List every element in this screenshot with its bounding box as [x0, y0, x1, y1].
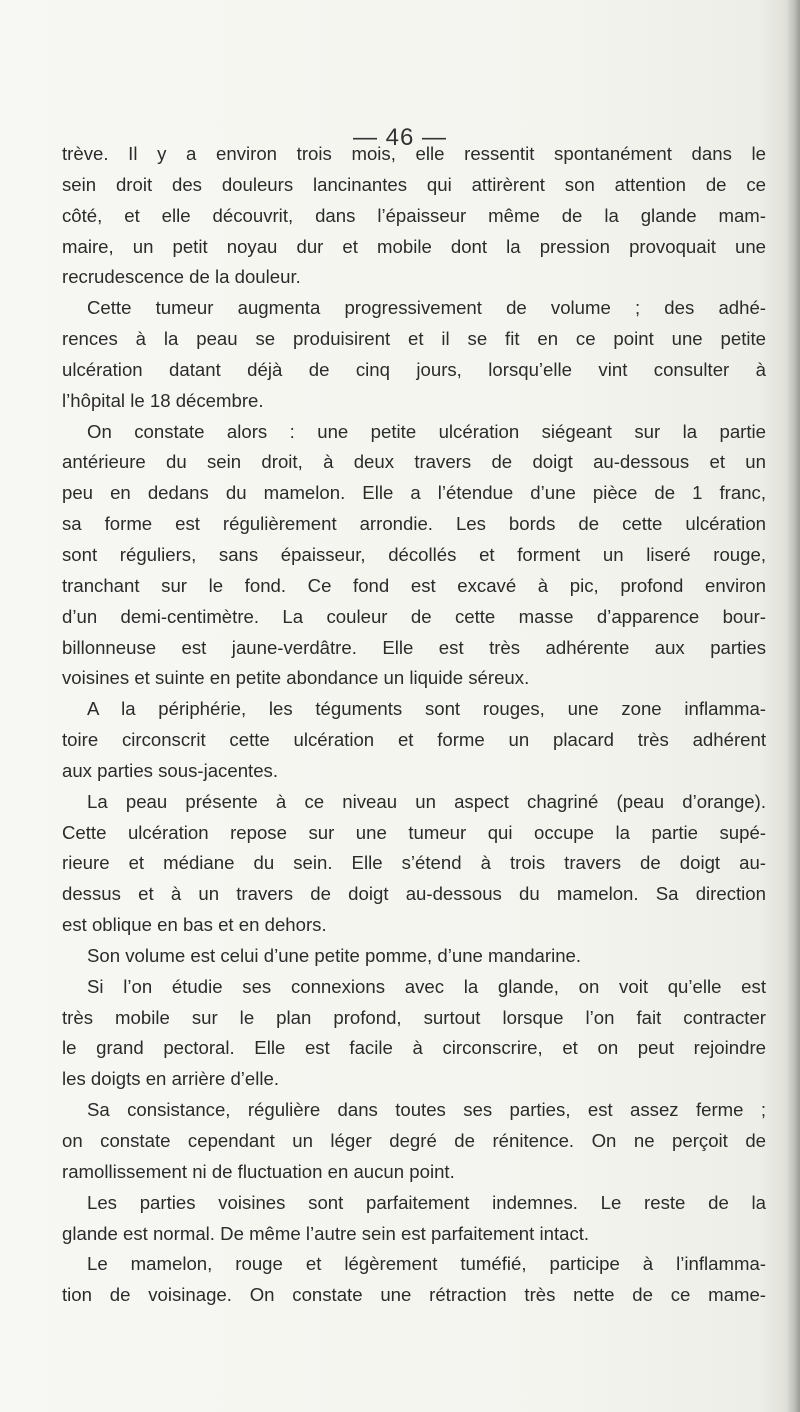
text-line: Cette tumeur augmenta progressivement de volume ; des adhé- — [87, 297, 766, 319]
text-line: Son volume est celui d’une petite pomme, d’une mandarine. — [87, 944, 582, 966]
text-line: Sa consistance, régulière dans toutes ses parties, est assez ferme ; — [87, 1099, 766, 1121]
text-line: toire circonscrit cette ulcération et forme un placard très adhérent — [62, 729, 766, 751]
text-line: ulcération datant déjà de cinq jours, lorsqu’elle vint consulter à — [62, 358, 766, 380]
text-line: tranchant sur le fond. Ce fond est excavé à pic, profond environ — [62, 574, 766, 596]
text-line: le grand pectoral. Elle est facile à circonscrire, et on peut rejoindre — [62, 1037, 766, 1059]
text-line: A la périphérie, les téguments sont rouges, une zone inflamma- — [87, 698, 766, 720]
text-line: Les parties voisines sont parfaitement indemnes. Le reste de la — [87, 1191, 766, 1213]
text-line: ramollissement ni de fluctuation en aucun point. — [62, 1160, 455, 1182]
text-line: Le mamelon, rouge et légèrement tuméfié, participe à l’inflamma- — [87, 1253, 766, 1275]
text-line: tion de voisinage. On constate une rétraction très nette de ce mame- — [62, 1284, 766, 1306]
body-text — [62, 139, 766, 1311]
text-line: maire, un petit noyau dur et mobile dont la pression provoquait une — [62, 235, 766, 257]
text-line: très mobile sur le plan profond, surtout lorsque l’on fait contracter — [62, 1006, 766, 1028]
text-line: rences à la peau se produisirent et il se fit en ce point une petite — [62, 328, 766, 350]
text-line: trève. Il y a environ trois mois, elle ressentit spontanément dans le — [62, 143, 766, 164]
text-line: peu en dedans du mamelon. Elle a l’étendue d’une pièce de 1 franc, — [62, 482, 766, 504]
text-line: côté, et elle découvrit, dans l’épaisseur même de la glande mam- — [62, 204, 766, 226]
text-line: d’un demi-centimètre. La couleur de cette masse d’apparence bour- — [62, 605, 766, 627]
text-line: sa forme est régulièrement arrondie. Les bords de cette ulcération — [62, 513, 766, 535]
text-line: La peau présente à ce niveau un aspect chagriné (peau d’orange). — [87, 790, 766, 812]
text-line: l’hôpital le 18 décembre. — [62, 389, 264, 411]
text-line: sont réguliers, sans épaisseur, décollés et forment un liseré rouge, — [62, 543, 766, 565]
text-line: On constate alors : une petite ulcération siégeant sur la partie — [87, 420, 766, 442]
text-line: antérieure du sein droit, à deux travers de doigt au-dessous et un — [62, 451, 766, 473]
text-line: voisines et suinte en petite abondance un liquide séreux. — [62, 667, 530, 689]
page-edge-shadow — [786, 0, 800, 1412]
text-line: billonneuse est jaune-verdâtre. Elle est très adhérente aux parties — [62, 636, 766, 658]
text-line: les doigts en arrière d’elle. — [62, 1068, 280, 1090]
text-line: Si l’on étudie ses connexions avec la glande, on voit qu’elle est — [87, 975, 766, 997]
text-line: on constate cependant un léger degré de rénitence. On ne perçoit de — [62, 1130, 766, 1151]
text-line: glande est normal. De même l’autre sein est parfaitement intact. — [62, 1222, 590, 1244]
text-line: est oblique en bas et en dehors. — [62, 914, 327, 936]
text-line: sein droit des douleurs lancinantes qui attirèrent son attention de ce — [62, 173, 766, 195]
text-line: aux parties sous-jacentes. — [62, 759, 279, 781]
page-number: — 46 — — [352, 124, 448, 151]
text-line: rieure et médiane du sein. Elle s’étend à trois travers de doigt au- — [62, 852, 766, 874]
text-line: recrudescence de la douleur. — [62, 266, 301, 288]
text-line: Cette ulcération repose sur une tumeur qui occupe la partie supé- — [62, 821, 766, 843]
text-line: dessus et à un travers de doigt au-dessous du mamelon. Sa direction — [62, 883, 766, 905]
